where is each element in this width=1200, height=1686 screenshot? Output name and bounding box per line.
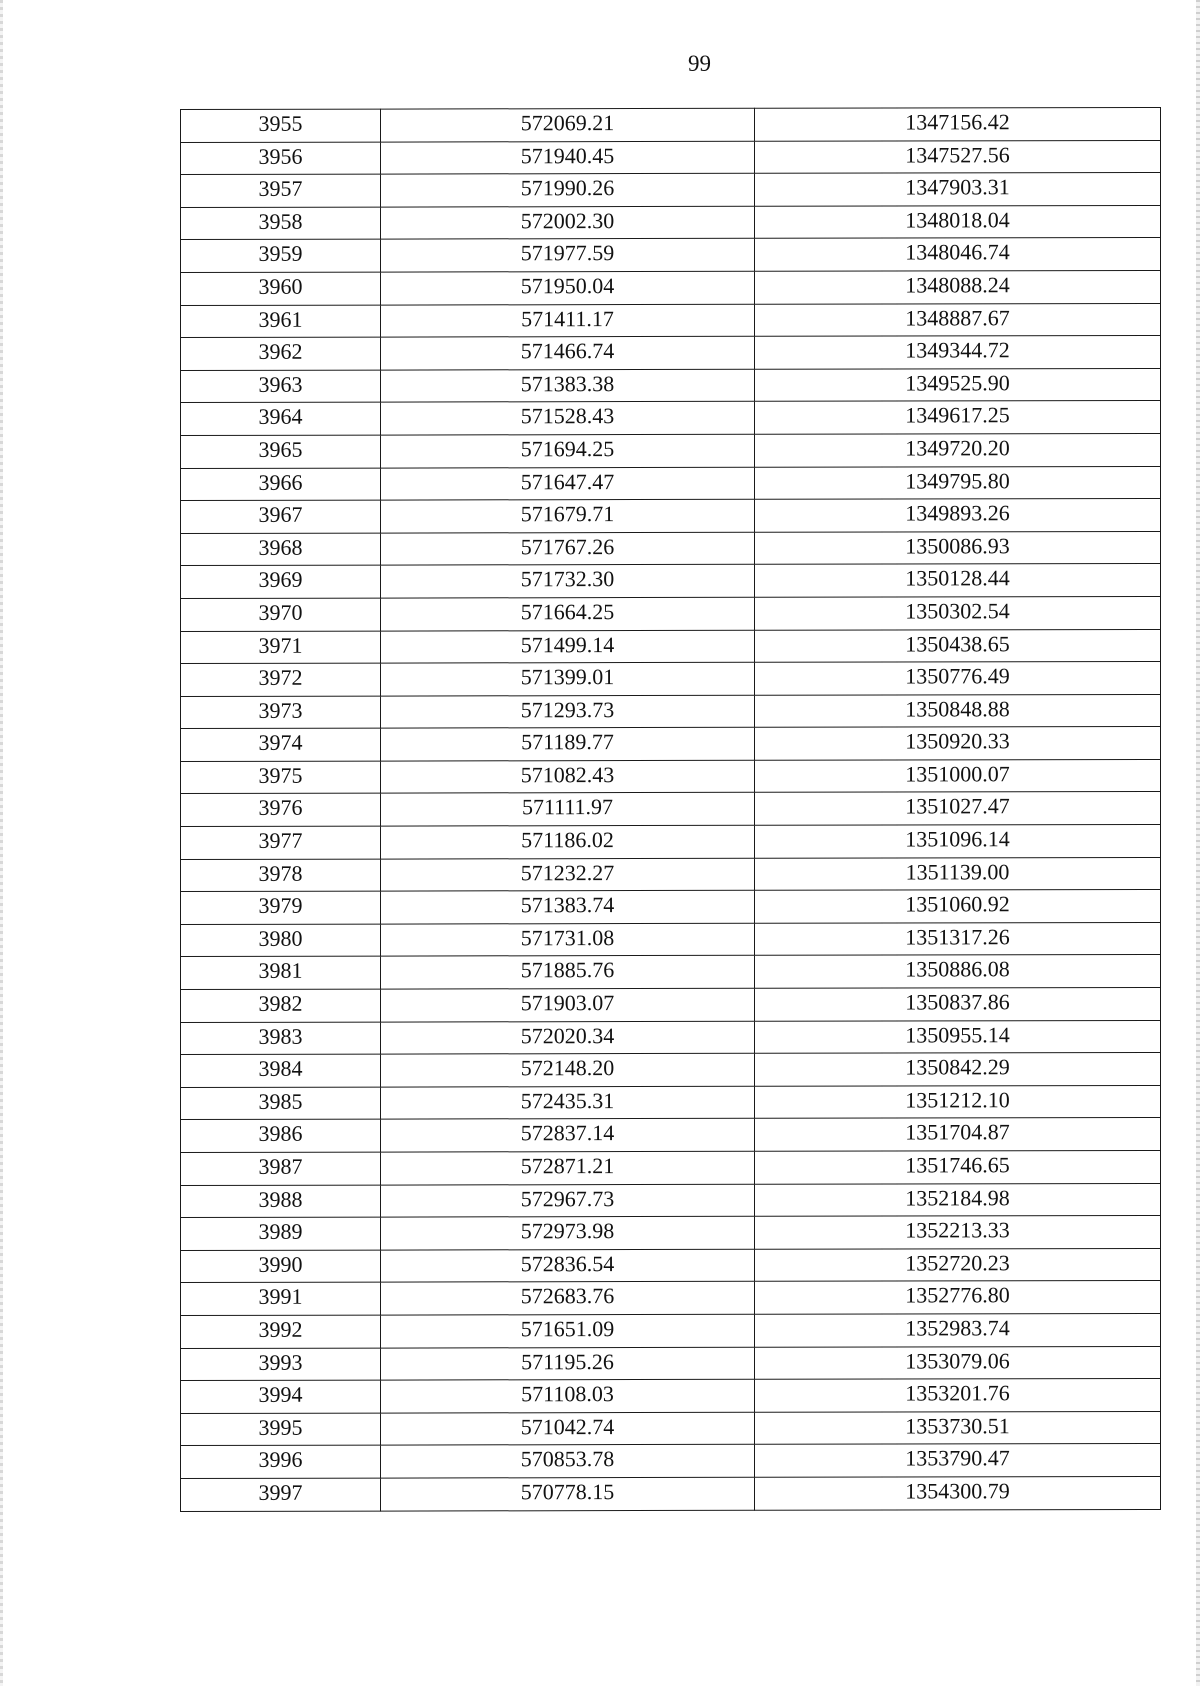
table-row: [181, 1150, 1161, 1185]
point-number-cell: 3965: [181, 435, 381, 468]
table-row: [181, 1313, 1161, 1348]
point-number-cell: 3975: [181, 761, 381, 794]
table-row: [181, 205, 1161, 240]
point-number-cell: 3974: [181, 728, 381, 761]
table-row: [181, 433, 1161, 468]
point-number-cell: 3969: [181, 565, 381, 598]
x-coordinate-cell: 572973.98: [381, 1216, 755, 1249]
y-coordinate-cell: 1350955.14: [755, 1020, 1161, 1053]
point-number-cell: 3993: [181, 1348, 381, 1381]
y-coordinate-cell: 1351704.87: [755, 1118, 1161, 1151]
y-coordinate-cell: 1348018.04: [755, 205, 1161, 238]
point-number-cell: 3963: [181, 370, 381, 403]
point-number-cell: 3990: [181, 1250, 381, 1283]
point-number-cell: 3977: [181, 826, 381, 859]
y-coordinate-cell: 1350086.93: [755, 531, 1161, 564]
table-row: [181, 596, 1161, 631]
table-row: [181, 1216, 1161, 1251]
point-number-cell: 3960: [181, 272, 381, 305]
y-coordinate-cell: 1351212.10: [755, 1085, 1161, 1118]
y-coordinate-cell: 1349617.25: [755, 401, 1161, 434]
table-row: [181, 629, 1161, 664]
x-coordinate-cell: 572069.21: [381, 108, 755, 141]
table-row: [181, 987, 1161, 1022]
table-row: [181, 564, 1161, 599]
table-row: [181, 140, 1161, 175]
x-coordinate-cell: 571383.74: [381, 891, 755, 924]
y-coordinate-cell: 1349795.80: [755, 466, 1161, 499]
point-number-cell: 3972: [181, 663, 381, 696]
x-coordinate-cell: 570778.15: [381, 1477, 755, 1510]
point-number-cell: 3997: [181, 1478, 381, 1511]
x-coordinate-cell: 571940.45: [381, 141, 755, 174]
y-coordinate-cell: 1353730.51: [755, 1411, 1161, 1444]
x-coordinate-cell: 572020.34: [381, 1021, 755, 1054]
y-coordinate-cell: 1349893.26: [755, 499, 1161, 532]
x-coordinate-cell: 571767.26: [381, 532, 755, 565]
y-coordinate-cell: 1351746.65: [755, 1150, 1161, 1183]
point-number-cell: 3959: [181, 239, 381, 272]
y-coordinate-cell: 1350848.88: [755, 694, 1161, 727]
point-number-cell: 3992: [181, 1315, 381, 1348]
point-number-cell: 3981: [181, 957, 381, 990]
y-coordinate-cell: 1350128.44: [755, 564, 1161, 597]
x-coordinate-cell: 571651.09: [381, 1314, 755, 1347]
y-coordinate-cell: 1347903.31: [755, 173, 1161, 206]
y-coordinate-cell: 1350842.29: [755, 1053, 1161, 1086]
point-number-cell: 3986: [181, 1119, 381, 1152]
x-coordinate-cell: 571950.04: [381, 271, 755, 304]
point-number-cell: 3982: [181, 989, 381, 1022]
y-coordinate-cell: 1353079.06: [755, 1346, 1161, 1379]
table-row: [181, 1379, 1161, 1414]
point-number-cell: 3985: [181, 1087, 381, 1120]
scan-edge-left: [0, 0, 3, 1686]
y-coordinate-cell: 1351060.92: [755, 890, 1161, 923]
table-row: [181, 792, 1161, 827]
table-row: [181, 955, 1161, 990]
table-row: [181, 662, 1161, 697]
table-row: [181, 694, 1161, 729]
y-coordinate-cell: 1348046.74: [755, 238, 1161, 271]
x-coordinate-cell: 572967.73: [381, 1184, 755, 1217]
y-coordinate-cell: 1350920.33: [755, 727, 1161, 760]
x-coordinate-cell: 571903.07: [381, 988, 755, 1021]
x-coordinate-cell: 572837.14: [381, 1119, 755, 1152]
table-row: [181, 1476, 1161, 1511]
table-row: [181, 1248, 1161, 1283]
table-row: [181, 401, 1161, 436]
x-coordinate-cell: 571108.03: [381, 1379, 755, 1412]
x-coordinate-cell: 572836.54: [381, 1249, 755, 1282]
point-number-cell: 3978: [181, 859, 381, 892]
table-row: [181, 531, 1161, 566]
table-row: [181, 1118, 1161, 1153]
y-coordinate-cell: 1351000.07: [755, 759, 1161, 792]
coordinate-table: [180, 107, 1161, 1512]
y-coordinate-cell: 1351139.00: [755, 857, 1161, 890]
y-coordinate-cell: 1352983.74: [755, 1313, 1161, 1346]
y-coordinate-cell: 1352720.23: [755, 1248, 1161, 1281]
point-number-cell: 3988: [181, 1185, 381, 1218]
point-number-cell: 3994: [181, 1380, 381, 1413]
table-row: [181, 890, 1161, 925]
table-row: [181, 1020, 1161, 1055]
point-number-cell: 3956: [181, 142, 381, 175]
table-row: [181, 1183, 1161, 1218]
x-coordinate-cell: 571679.71: [381, 499, 755, 532]
x-coordinate-cell: 571528.43: [381, 402, 755, 435]
point-number-cell: 3984: [181, 1054, 381, 1087]
x-coordinate-cell: 572148.20: [381, 1054, 755, 1087]
table-row: [181, 368, 1161, 403]
x-coordinate-cell: 571399.01: [381, 662, 755, 695]
x-coordinate-cell: 571411.17: [381, 304, 755, 337]
table-row: [181, 1411, 1161, 1446]
x-coordinate-cell: 571694.25: [381, 434, 755, 467]
y-coordinate-cell: 1347156.42: [755, 107, 1161, 140]
point-number-cell: 3964: [181, 402, 381, 435]
point-number-cell: 3991: [181, 1282, 381, 1315]
x-coordinate-cell: 571082.43: [381, 760, 755, 793]
x-coordinate-cell: 571466.74: [381, 336, 755, 369]
table-row: [181, 825, 1161, 860]
x-coordinate-cell: 572002.30: [381, 206, 755, 239]
x-coordinate-cell: 571186.02: [381, 825, 755, 858]
point-number-cell: 3980: [181, 924, 381, 957]
point-number-cell: 3979: [181, 891, 381, 924]
y-coordinate-cell: 1352213.33: [755, 1216, 1161, 1249]
point-number-cell: 3957: [181, 174, 381, 207]
table-row: [181, 499, 1161, 534]
table-row: [181, 1281, 1161, 1316]
point-number-cell: 3971: [181, 631, 381, 664]
table-row: [181, 1085, 1161, 1120]
y-coordinate-cell: 1350776.49: [755, 662, 1161, 695]
table-row: [181, 1053, 1161, 1088]
point-number-cell: 3987: [181, 1152, 381, 1185]
point-number-cell: 3983: [181, 1022, 381, 1055]
x-coordinate-cell: 571042.74: [381, 1412, 755, 1445]
point-number-cell: 3967: [181, 500, 381, 533]
x-coordinate-cell: 570853.78: [381, 1445, 755, 1478]
x-coordinate-cell: 571383.38: [381, 369, 755, 402]
x-coordinate-cell: 572435.31: [381, 1086, 755, 1119]
x-coordinate-cell: 571232.27: [381, 858, 755, 891]
point-number-cell: 3961: [181, 305, 381, 338]
y-coordinate-cell: 1349525.90: [755, 368, 1161, 401]
point-number-cell: 3958: [181, 207, 381, 240]
y-coordinate-cell: 1350438.65: [755, 629, 1161, 662]
point-number-cell: 3996: [181, 1445, 381, 1478]
y-coordinate-cell: 1352184.98: [755, 1183, 1161, 1216]
point-number-cell: 3970: [181, 598, 381, 631]
point-number-cell: 3973: [181, 696, 381, 729]
y-coordinate-cell: 1353790.47: [755, 1444, 1161, 1477]
x-coordinate-cell: 571732.30: [381, 565, 755, 598]
x-coordinate-cell: 571990.26: [381, 173, 755, 206]
table-row: [181, 922, 1161, 957]
table-row: [181, 1346, 1161, 1381]
table-row: [181, 336, 1161, 371]
table-row: [181, 727, 1161, 762]
x-coordinate-cell: 571664.25: [381, 597, 755, 630]
point-number-cell: 3989: [181, 1217, 381, 1250]
x-coordinate-cell: 571647.47: [381, 467, 755, 500]
table-row: [181, 107, 1161, 142]
x-coordinate-cell: 571499.14: [381, 630, 755, 663]
scan-edge-right: [1196, 0, 1200, 1686]
table-row: [181, 759, 1161, 794]
point-number-cell: 3962: [181, 337, 381, 370]
table-row: [181, 303, 1161, 338]
table-row: [181, 857, 1161, 892]
table-row: [181, 238, 1161, 273]
x-coordinate-cell: 571195.26: [381, 1347, 755, 1380]
table-row: [181, 1444, 1161, 1479]
y-coordinate-cell: 1352776.80: [755, 1281, 1161, 1314]
x-coordinate-cell: 572683.76: [381, 1282, 755, 1315]
point-number-cell: 3995: [181, 1413, 381, 1446]
y-coordinate-cell: 1350837.86: [755, 987, 1161, 1020]
x-coordinate-cell: 571111.97: [381, 793, 755, 826]
point-number-cell: 3968: [181, 533, 381, 566]
x-coordinate-cell: 571977.59: [381, 239, 755, 272]
y-coordinate-cell: 1347527.56: [755, 140, 1161, 173]
y-coordinate-cell: 1351317.26: [755, 922, 1161, 955]
coordinate-table-body: [181, 107, 1161, 1511]
table-row: [181, 270, 1161, 305]
point-number-cell: 3966: [181, 468, 381, 501]
x-coordinate-cell: 571189.77: [381, 728, 755, 761]
y-coordinate-cell: 1349344.72: [755, 336, 1161, 369]
table-row: [181, 466, 1161, 501]
point-number-cell: 3955: [181, 109, 381, 142]
y-coordinate-cell: 1351096.14: [755, 825, 1161, 858]
y-coordinate-cell: 1348088.24: [755, 270, 1161, 303]
table-row: [181, 173, 1161, 208]
y-coordinate-cell: 1349720.20: [755, 433, 1161, 466]
x-coordinate-cell: 571731.08: [381, 923, 755, 956]
y-coordinate-cell: 1350886.08: [755, 955, 1161, 988]
y-coordinate-cell: 1348887.67: [755, 303, 1161, 336]
y-coordinate-cell: 1353201.76: [755, 1379, 1161, 1412]
x-coordinate-cell: 571885.76: [381, 956, 755, 989]
point-number-cell: 3976: [181, 794, 381, 827]
x-coordinate-cell: 571293.73: [381, 695, 755, 728]
page-number: 99: [688, 51, 711, 76]
y-coordinate-cell: 1351027.47: [755, 792, 1161, 825]
y-coordinate-cell: 1350302.54: [755, 596, 1161, 629]
y-coordinate-cell: 1354300.79: [755, 1476, 1161, 1509]
x-coordinate-cell: 572871.21: [381, 1151, 755, 1184]
